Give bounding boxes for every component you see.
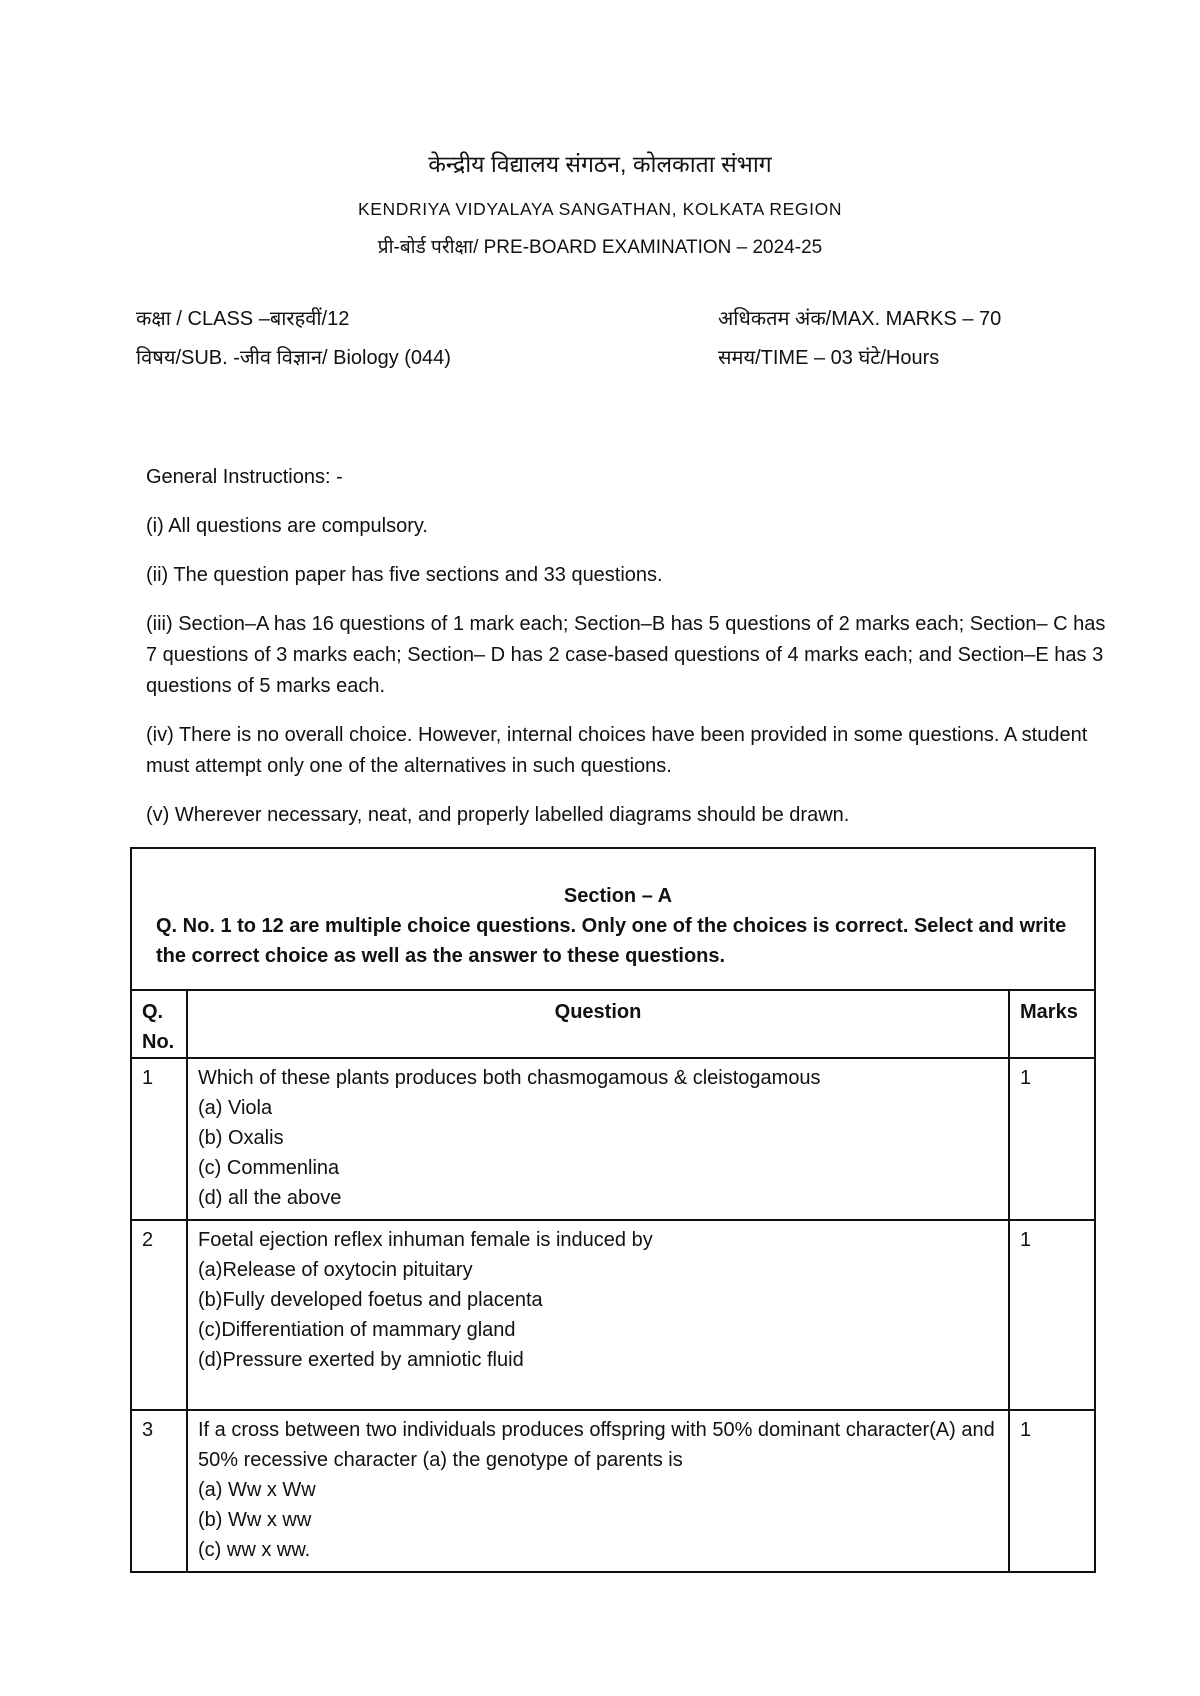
exam-title: प्री-बोर्ड परीक्षा/ PRE-BOARD EXAMINATION – 2024-25 — [377, 237, 823, 258]
class-info: कक्षा / CLASS –बारहवीं/12 — [136, 308, 350, 330]
table-row — [131, 1410, 1095, 1572]
question-marks: 1 — [1009, 1220, 1095, 1410]
subject-info: विषय/SUB. -जीव विज्ञान/ Biology (044) — [136, 347, 451, 369]
question-option: (d) all the above — [198, 1187, 342, 1209]
question-option: (a)Release of oxytocin pituitary — [198, 1259, 473, 1281]
question-text: Foetal ejection reflex inhuman female is induced by — [198, 1229, 653, 1251]
general-instructions — [146, 462, 1106, 849]
question-text: If a cross between two individuals produces offspring with 50% dominant character(A) and 50% recessive character (a) the genotype of parents is — [198, 1419, 995, 1471]
question-option: (d)Pressure exerted by amniotic fluid — [198, 1349, 524, 1371]
section-title: Section – A — [563, 885, 673, 907]
max-marks-info: अधिकतम अंक/MAX. MARKS – 70 — [718, 308, 1002, 330]
question-marks: 1 — [1009, 1410, 1095, 1572]
section-description: Q. No. 1 to 12 are multiple choice questions. Only one of the choices is correct. Select and write the correct choice as well as the answer to these questions. — [156, 915, 1067, 967]
instruction-item: (ii) The question paper has five sections and 33 questions. — [146, 564, 663, 586]
question-text: Which of these plants produces both chasmogamous & cleistogamous — [198, 1067, 821, 1089]
question-option: (a) Viola — [198, 1097, 273, 1119]
table-row — [131, 1220, 1095, 1410]
org-name-hindi: केन्द्रीय विद्यालय संगठन, कोलकाता संभाग — [428, 151, 772, 177]
instruction-item: (v) Wherever necessary, neat, and properly labelled diagrams should be drawn. — [146, 804, 850, 826]
question-option: (c)Differentiation of mammary gland — [198, 1319, 516, 1341]
instructions-title: General Instructions: - — [146, 466, 343, 488]
time-info: समय/TIME – 03 घंटे/Hours — [718, 347, 940, 369]
question-option: (b)Fully developed foetus and placenta — [198, 1289, 543, 1311]
section-header-row — [131, 848, 1095, 990]
question-option: (a) Ww x Ww — [198, 1479, 316, 1501]
question-option: (c) Commenlina — [198, 1157, 340, 1179]
question-content — [187, 1410, 1009, 1572]
instruction-item: (iv) There is no overall choice. However, internal choices have been provided in some questions. A student must attempt only one of the alternatives in such questions. — [146, 724, 1088, 777]
question-header: Question — [187, 990, 1009, 1058]
table-header-row — [131, 990, 1095, 1058]
qno-header: Q. No. — [131, 990, 187, 1058]
question-content — [187, 1058, 1009, 1220]
question-table — [130, 847, 1096, 1573]
instruction-item: (i) All questions are compulsory. — [146, 515, 428, 537]
question-number: 1 — [131, 1058, 187, 1220]
table-row — [131, 1058, 1095, 1220]
instruction-item: (iii) Section–A has 16 questions of 1 mark each; Section–B has 5 questions of 2 marks each; Section– C has 7 questions of 3 marks each; Section– D has 2 case-based questions of 4 marks each; and Section–E has 3 questions of 5 marks each. — [146, 613, 1106, 697]
question-option: (b) Ww x ww — [198, 1509, 312, 1531]
org-name-english: KENDRIYA VIDYALAYA SANGATHAN, KOLKATA REGION — [357, 199, 843, 219]
question-content — [187, 1220, 1009, 1410]
question-number: 2 — [131, 1220, 187, 1410]
marks-header: Marks — [1009, 990, 1095, 1058]
question-option: (b) Oxalis — [198, 1127, 284, 1149]
section-header — [131, 848, 1095, 990]
question-number: 3 — [131, 1410, 187, 1572]
question-marks: 1 — [1009, 1058, 1095, 1220]
question-option: (c) ww x ww. — [198, 1539, 311, 1561]
